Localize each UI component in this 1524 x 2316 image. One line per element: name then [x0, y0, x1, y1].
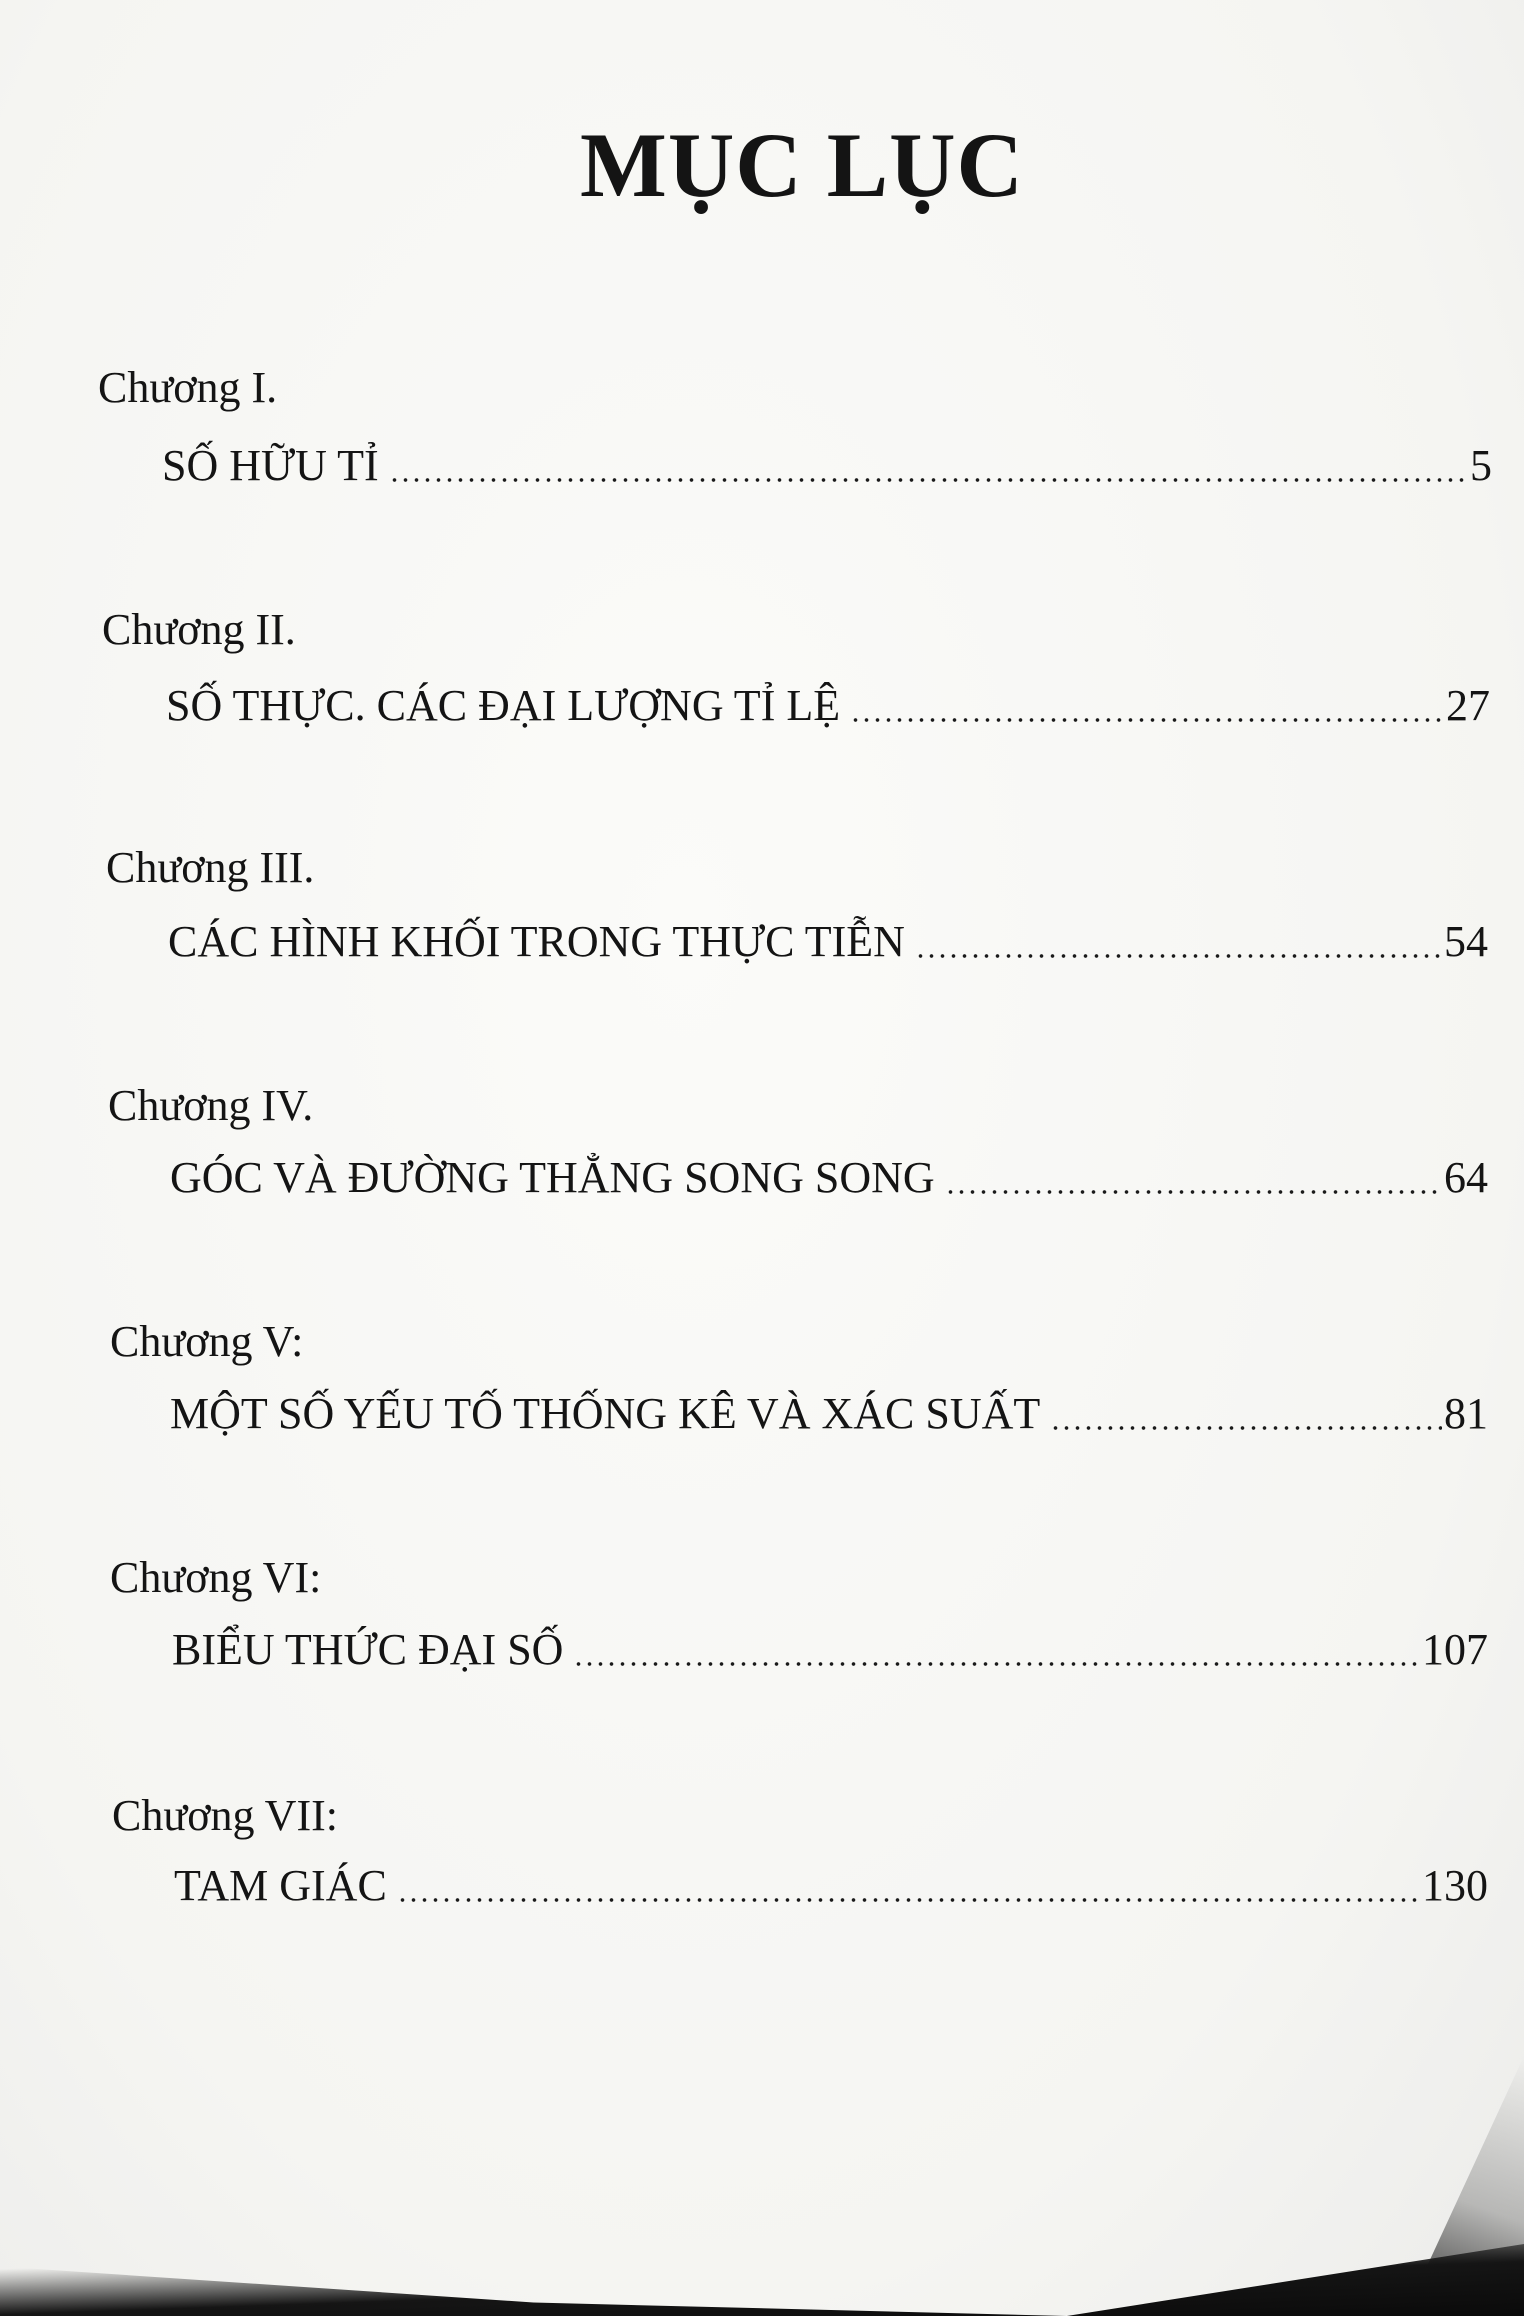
dot-leader [1050, 1426, 1442, 1430]
dot-leader [850, 718, 1444, 722]
toc-entry-1[interactable] [162, 440, 1492, 492]
dot-leader [945, 1190, 1442, 1194]
chapter-heading-2: Chương II. [102, 605, 296, 654]
toc-page-number: 64 [1444, 1153, 1488, 1202]
chapter-heading-6: Chương VI: [110, 1553, 322, 1602]
toc-entry-title: CÁC HÌNH KHỐI TRONG THỰC TIỄN [168, 917, 905, 966]
toc-entry-title: TAM GIÁC [174, 1861, 387, 1910]
chapter-heading-3: Chương III. [106, 843, 315, 892]
chapter-heading-7: Chương VII: [112, 1791, 338, 1840]
chapter-heading-5: Chương V: [110, 1317, 304, 1366]
toc-entry-7[interactable] [174, 1860, 1488, 1912]
toc-page-number: 107 [1422, 1625, 1488, 1674]
toc-entry-title: GÓC VÀ ĐƯỜNG THẲNG SONG SONG [170, 1153, 935, 1202]
toc-entry-6[interactable] [172, 1624, 1488, 1676]
dot-leader [915, 954, 1442, 958]
toc-entry-4[interactable] [170, 1152, 1488, 1204]
toc-entry-title: SỐ HỮU TỈ [162, 441, 379, 490]
toc-page-number: 81 [1444, 1389, 1488, 1438]
page-title: MỤC LỤC [580, 114, 1024, 216]
toc-entry-title: MỘT SỐ YẾU TỐ THỐNG KÊ VÀ XÁC SUẤT [170, 1389, 1041, 1438]
dot-leader [389, 478, 1468, 482]
chapter-heading-4: Chương IV. [108, 1081, 314, 1130]
toc-page-number: 27 [1446, 681, 1490, 730]
toc-page-number: 130 [1422, 1861, 1488, 1910]
page-bottom-shadow [0, 2226, 1524, 2316]
dot-leader [397, 1898, 1420, 1902]
chapter-heading-1: Chương I. [98, 363, 278, 412]
toc-entry-3[interactable] [168, 916, 1488, 968]
toc-entry-title: BIỂU THỨC ĐẠI SỐ [172, 1625, 564, 1674]
toc-entry-2[interactable] [166, 680, 1490, 732]
toc-entry-title: SỐ THỰC. CÁC ĐẠI LƯỢNG TỈ LỆ [166, 681, 841, 730]
toc-page-number: 54 [1444, 917, 1488, 966]
toc-page-number: 5 [1470, 441, 1492, 490]
toc-entry-5[interactable] [170, 1388, 1488, 1440]
dot-leader [573, 1662, 1420, 1666]
